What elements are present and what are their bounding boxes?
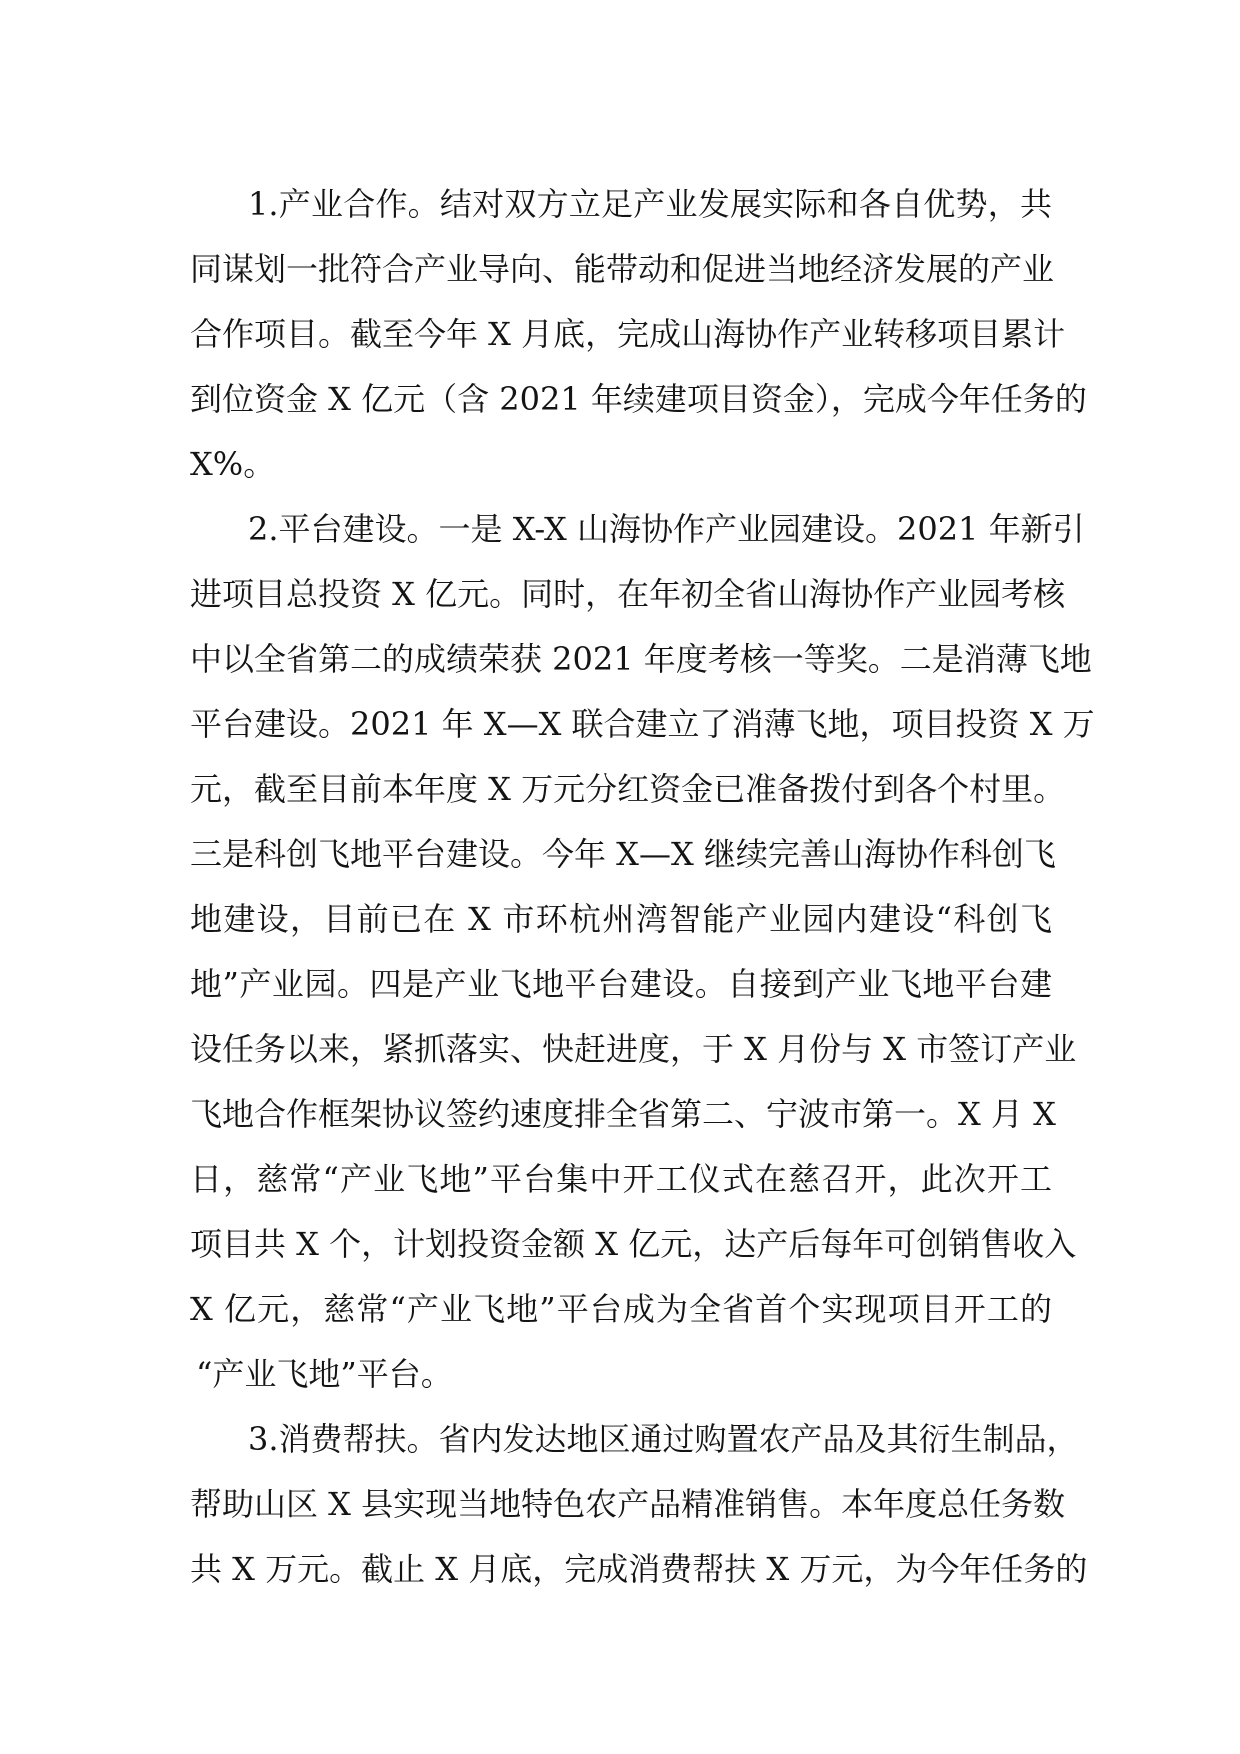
text-line: “产业飞地”平台。 [196,1355,453,1393]
text-line: 元，截至目前本年度 X 万元分红资金已准备拨付到各个村里。 [190,770,1066,808]
text-line: 同谋划一批符合产业导向、能带动和促进当地经济发展的产业 [190,250,1055,288]
text-line: 中以全省第二的成绩荣获 2021 年度考核一等奖。二是消薄飞地 [190,640,1092,678]
text-line: 到位资金 X 亿元（含 2021 年续建项目资金），完成今年任务的 [190,380,1087,418]
paragraph-consumption-assistance [190,1407,1088,1602]
document-body [190,172,1095,1602]
text-line: 2.平台建设。一是 X-X 山海协作产业园建设。2021 年新引 [248,510,1085,548]
paragraph-platform-construction [190,497,1095,1407]
text-line: X 亿元，慈常“产业飞地”平台成为全省首个实现项目开工的 [190,1290,1052,1328]
text-line: 日，慈常“产业飞地”平台集中开工仪式在慈召开，此次开工 [190,1160,1052,1198]
text-line: 飞地合作框架协议签约速度排全省第二、宁波市第一。X 月 X [190,1095,1056,1133]
text-line: 共 X 万元。截止 X 月底，完成消费帮扶 X 万元，为今年任务的 [190,1550,1088,1588]
text-line: 平台建设。2021 年 X—X 联合建立了消薄飞地，项目投资 X 万 [190,705,1095,743]
text-line: 项目共 X 个，计划投资金额 X 亿元，达产后每年可创销售收入 [190,1225,1077,1263]
text-line: 地”产业园。四是产业飞地平台建设。自接到产业飞地平台建 [190,965,1052,1003]
text-line: 进项目总投资 X 亿元。同时，在年初全省山海协作产业园考核 [190,575,1066,613]
text-line: 地建设，目前已在 X 市环杭州湾智能产业园内建设“科创飞 [190,900,1052,938]
paragraph-industry-cooperation [190,172,1087,497]
text-line: 1.产业合作。结对双方立足产业发展实际和各自优势，共 [248,185,1052,223]
text-line: 三是科创飞地平台建设。今年 X—X 继续完善山海协作科创飞 [190,835,1056,873]
text-line: 合作项目。截至今年 X 月底，完成山海协作产业转移项目累计 [190,315,1066,353]
text-line: 3.消费帮扶。省内发达地区通过购置农产品及其衍生制品， [248,1420,1079,1458]
text-line: 设任务以来，紧抓落实、快赶进度，于 X 月份与 X 市签订产业 [190,1030,1077,1068]
text-line: X%。 [190,445,276,483]
text-line: 帮助山区 X 县实现当地特色农产品精准销售。本年度总任务数 [190,1485,1066,1523]
